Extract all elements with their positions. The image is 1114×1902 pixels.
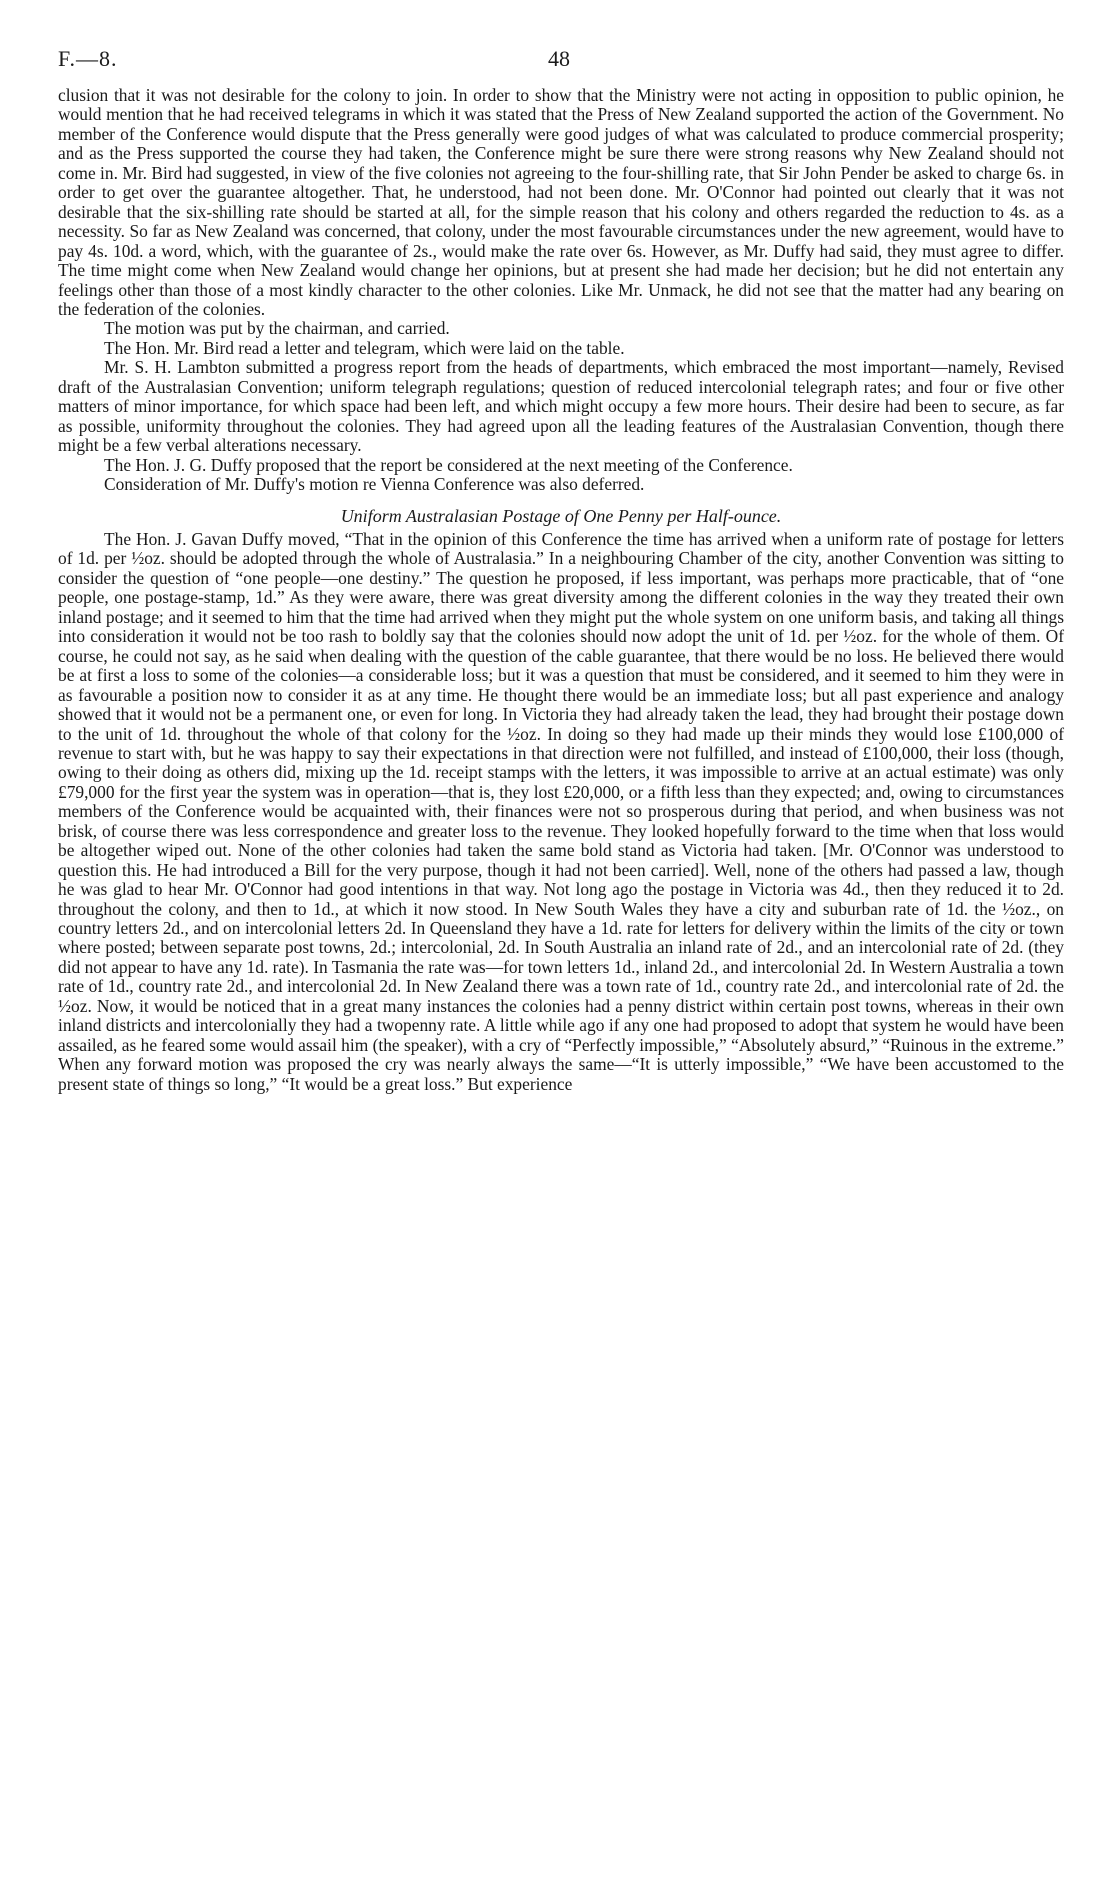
paragraph-motion-carried: The motion was put by the chairman, and carried. (104, 318, 450, 339)
paragraph-report-deferred: The Hon. J. G. Duffy proposed that the report be considered at the next meeting of the Conference. (104, 454, 793, 475)
page-number: 48 (548, 46, 570, 71)
document-code: F.—8. (58, 46, 118, 71)
document-page (58, 46, 1064, 1094)
paragraph-vienna-deferred: Consideration of Mr. Duffy's motion re Vienna Conference was also deferred. (104, 474, 645, 495)
paragraph-letter-telegram: The Hon. Mr. Bird read a letter and telegram, which were laid on the table. (104, 337, 625, 358)
paragraph-continuation: clusion that it was not desirable for the colony to join. In order to show that the Ministry were not acting in opposition to public opinion, he would mention that he had received telegrams in which it was stated that the Press of New Zealand supported the action of the Government. No member of the Conference would dispute that the Press generally were good judges of what was calculated to produce commercial prosperity; and as the Press supported the course they had taken, the Conference might be sure there were strong reasons why New Zealand should not come in. Mr. Bird had suggested, in view of the five colonies not agreeing to the four-shilling rate, that Sir John Pender be asked to charge 6s. in order to get over the guarantee altogether. That, he understood, had not been done. Mr. O'Connor had pointed out clearly that it was not desirable that the six-shilling rate should be started at all, for the simple reason that his colony and others regarded the reduction to 4s. as a necessity. So far as New Zealand was concerned, that colony, under the most favourable circumstances under the new agreement, would have to pay 4s. 10d. a word, which, with the guarantee of 2s., would make the rate over 6s. However, as Mr. Duffy had said, they must agree to differ. The time might come when New Zealand would change her opinions, but at present she had made her decision; but he did not entertain any feelings other than those of a most kindly character to the other colonies. Like Mr. Unmack, he did not see that the matter had any bearing on the federation of the colonies. (58, 85, 1064, 319)
paragraph-progress-report: Mr. S. H. Lambton submitted a progress report from the heads of departments, which embraced the most important—namely, Revised draft of the Australasian Convention; uniform telegraph regulations; question of reduced intercolonial telegraph rates; and four or five other matters of minor importance, for which space had been left, and which might occupy a few more hours. Their desire had been to secure, as far as possible, uniformity throughout the colonies. They had agreed upon all the leading features of the Australasian Convention, though there might be a few verbal alterations necessary. (58, 357, 1064, 456)
body-text (58, 86, 1064, 1094)
section-heading: Uniform Australasian Postage of One Penny per Half-ounce. (340, 505, 782, 526)
page-header (58, 46, 1064, 86)
paragraph-postage-motion: The Hon. J. Gavan Duffy moved, “That in the opinion of this Conference the time has arrived when a uniform rate of postage for letters of 1d. per ½oz. should be adopted through the whole of Australasia.” In a neighbouring Chamber of the city, another Convention was sitting to consider the question of “one people—one destiny.” The question he proposed, if less important, was perhaps more practicable, that of “one people, one postage-stamp, 1d.” As they were aware, there was great diversity among the different colonies in the way they treated their own inland postage; and it seemed to him that the time had arrived when they might put the whole system on one uniform basis, and taking all things into consideration it would not be too rash to boldly say that the colonies should now adopt the unit of 1d. per ½oz. for the whole of them. Of course, he could not say, as he said when dealing with the question of the cable guarantee, that there would be no loss. He believed there would be at first a loss to some of the colonies—a considerable loss; but it was a question that must be considered, and it seemed to him they were in as favourable a position now to consider it as at any time. He thought there would be an immediate loss; but all past experience and analogy showed that it would not be a permanent one, or even for long. In Victoria they had already taken the lead, they had brought their postage down to the unit of 1d. throughout the whole of that colony for the ½oz. In doing so they had made up their minds they would lose £100,000 of revenue to start with, but he was happy to say their expectations in that direction were not fulfilled, and instead of £100,000, their loss (though, owing to their doing as others did, mixing up the 1d. receipt stamps with the letters, it was impossible to arrive at an actual estimate) was only £79,000 for the first year the system was in operation—that is, they lost £20,000, or a fifth less than they expected; and, owing to circumstances members of the Conference would be acquainted with, their finances were not so prosperous during that period, and when business was not brisk, of course there was less correspondence and greater loss to the revenue. They looked hopefully forward to the time when that loss would be altogether wiped out. None of the other colonies had taken the same bold stand as Victoria had taken. [Mr. O'Connor was understood to question this. He had introduced a Bill for the very purpose, though it had not been carried]. Well, none of the others had passed a law, though he was glad to hear Mr. O'Connor had good intentions in that way. Not long ago the postage in Victoria was 4d., then they reduced it to 2d. throughout the colony, and then to 1d., at which it now stood. In New South Wales they have a city and suburban rate of 1d. the ½oz., on country letters 2d., and on intercolonial letters 2d. In Queensland they have a 1d. rate for letters for delivery within the limits of the city or town where posted; between separate post towns, 2d.; intercolonial, 2d. In South Australia an inland rate of 2d., and an intercolonial rate of 2d. (they did not appear to have any 1d. rate). In Tasmania the rate was—for town letters 1d., inland 2d., and intercolonial 2d. In Western Australia a town rate of 1d., country rate 2d., and intercolonial 2d. In New Zealand there was a town rate of 1d., country rate 2d., and intercolonial rate of 2d. the ½oz. Now, it would be noticed that in a great many instances the colonies had a penny district within certain post towns, whereas in their own inland districts and intercolonially they had a twopenny rate. A little while ago if any one had proposed to adopt that system he would have been assailed, as he feared some would assail him (the speaker), with a cry of “Perfectly impossible,” “Absolutely absurd,” “Ruinous in the extreme.” When any forward motion was proposed the cry was nearly always the same—“It is utterly impossible,” “We have been accustomed to the present state of things so long,” “It would be a great loss.” But experience (58, 528, 1064, 1094)
